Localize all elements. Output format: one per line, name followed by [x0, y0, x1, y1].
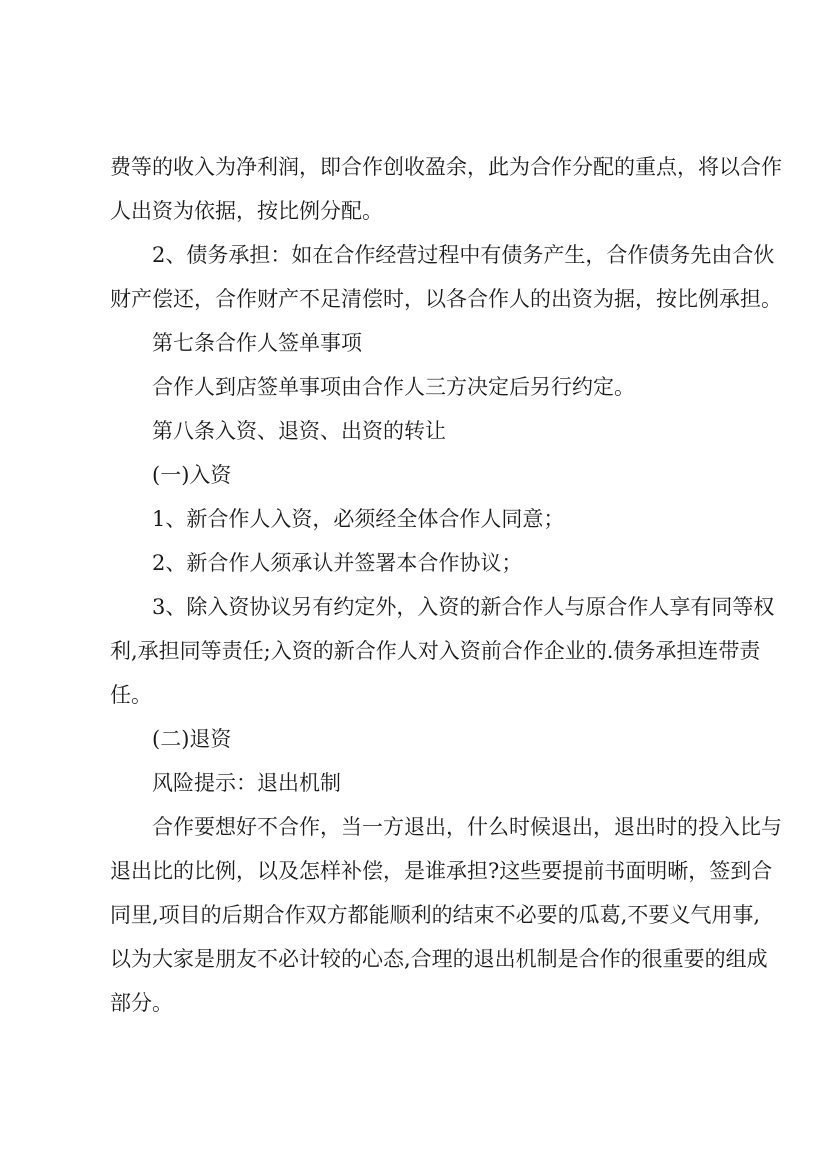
paragraph — [110, 233, 782, 321]
text-line: (二)退资 — [152, 727, 232, 751]
paragraph — [110, 497, 742, 541]
text-line: 利,承担同等责任;入资的新合作人对入资前合作企业的.债务承担连带责 — [110, 639, 761, 663]
paragraph — [110, 365, 742, 409]
text-line: 部分。 — [110, 991, 173, 1015]
text-line: 合作要想好不合作，当一方退出，什么时候退出，退出时的投入比与 — [152, 815, 782, 839]
paragraph — [110, 453, 742, 497]
paragraph — [110, 585, 775, 717]
paragraph — [110, 805, 782, 1025]
text-line: (一)入资 — [152, 463, 232, 487]
text-line: 退出比的比例，以及怎样补偿，是谁承担?这些要提前书面明晰，签到合 — [110, 859, 773, 883]
text-line: 同里,项目的后期合作双方都能顺利的结束不必要的瓜葛,不要义气用事, — [110, 903, 761, 927]
text-line: 第八条入资、退资、出资的转让 — [152, 419, 446, 443]
paragraph — [110, 717, 742, 761]
text-line: 第七条合作人签单事项 — [152, 331, 362, 355]
text-line: 1、新合作人入资，必须经全体合作人同意； — [152, 507, 565, 531]
text-line: 3、除入资协议另有约定外，入资的新合作人与原合作人享有同等权 — [152, 595, 775, 619]
text-line: 人出资为依据，按比例分配。 — [110, 199, 383, 223]
text-line: 任。 — [110, 683, 152, 707]
text-line: 合作人到店签单事项由合作人三方决定后另行约定。 — [152, 375, 635, 399]
text-line: 以为大家是朋友不必计较的心态,合理的退出机制是合作的很重要的组成 — [110, 947, 768, 971]
text-line: 2、新合作人须承认并签署本合作协议； — [152, 551, 523, 575]
paragraph — [110, 761, 742, 805]
text-line: 财产偿还，合作财产不足清偿时，以各合作人的出资为据，按比例承担。 — [110, 287, 782, 311]
document-page — [110, 145, 782, 1025]
paragraph — [110, 145, 782, 233]
text-line: 费等的收入为净利润，即合作创收盈余，此为合作分配的重点，将以合作 — [110, 155, 782, 179]
paragraph — [110, 321, 742, 365]
paragraph — [110, 541, 742, 585]
paragraph — [110, 409, 742, 453]
text-line: 风险提示：退出机制 — [152, 771, 341, 795]
text-line: 2、债务承担：如在合作经营过程中有债务产生，合作债务先由合伙 — [152, 243, 775, 267]
